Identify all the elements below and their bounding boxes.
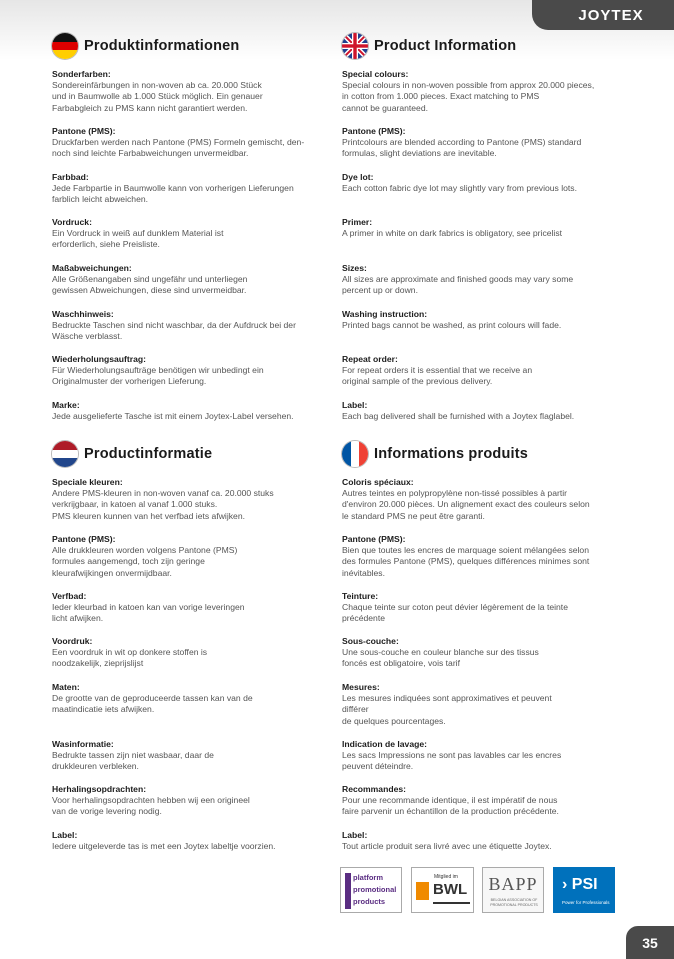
info-item <box>342 830 627 852</box>
info-item <box>52 682 337 716</box>
item-label: Marke: <box>52 400 80 410</box>
info-item <box>342 784 627 818</box>
item-text: Special colours in non-woven possible from approx 20.000 pieces, in cotton from 1.000 pieces. Exact matching to PMS cannot be guaranteed. <box>342 80 595 113</box>
item-label: Special colours: <box>342 69 409 79</box>
item-text: Chaque teinte sur coton peut dévier légèrement de la teinte précédente <box>342 602 568 624</box>
item-text: Tout article produit sera livré avec une étiquette Joytex. <box>342 841 552 852</box>
item-label: Label: <box>342 830 368 840</box>
item-label: Indication de lavage: <box>342 739 428 749</box>
section-header-en <box>342 33 516 59</box>
item-label: Wasinformatie: <box>52 739 114 749</box>
item-text: Iedere uitgeleverde tas is met een Joytex labeltje voorzien. <box>52 841 276 852</box>
item-text: All sizes are approximate and finished goods may vary some percent up or down. <box>342 274 574 296</box>
item-label: Label: <box>52 830 78 840</box>
psi-logo-name-wrap: › PSI <box>562 876 598 893</box>
info-item <box>342 534 627 579</box>
item-text: A primer in white on dark fabrics is obligatory, see pricelist <box>342 228 563 239</box>
item-label: Pantone (PMS): <box>52 126 116 136</box>
info-item <box>52 830 337 852</box>
info-item <box>342 69 627 114</box>
info-item <box>52 172 337 206</box>
section-title-de: Produktinformationen <box>84 38 240 54</box>
psi-logo <box>553 867 615 913</box>
section-title-en: Product Information <box>374 38 517 54</box>
info-item <box>52 400 337 422</box>
bwl-logo-line <box>433 902 470 904</box>
item-text: Bien que toutes les encres de marquage soient mélangées selon des formules Pantone (PMS), quelques différences minimes sont inévitables. <box>342 545 590 578</box>
bapp-logo-caption: BELGIAN ASSOCIATION OF PROMOTIONAL PRODUCTS <box>490 898 538 907</box>
item-text: Printed bags cannot be washed, as print colours will fade. <box>342 320 562 331</box>
info-item <box>342 682 627 727</box>
info-item <box>52 534 337 579</box>
item-text: Jede Farbpartie in Baumwolle kann von vorherigen Lieferungen farblich leicht abweichen. <box>52 183 294 205</box>
item-label: Pantone (PMS): <box>342 534 406 544</box>
info-item <box>342 309 627 331</box>
bwl-logo-small: Mitglied im <box>434 874 458 880</box>
item-label: Waschhinweis: <box>52 309 114 319</box>
info-item <box>52 591 337 625</box>
item-text: Autres teintes en polypropylène non-tissé possibles à partir d'environ 20.000 pièces. Un alignement exact des couleurs selon le standard PMS ne peut être garanti. <box>342 488 590 521</box>
item-label: Mesures: <box>342 682 380 692</box>
item-text: Ein Vordruck in weiß auf dunklem Material ist erforderlich, siehe Preisliste. <box>52 228 224 250</box>
info-item <box>342 263 627 297</box>
item-label: Voordruk: <box>52 636 93 646</box>
item-text: Les sacs Impressions ne sont pas lavables car les encres peuvent déteindre. <box>342 750 562 772</box>
info-item <box>342 739 627 773</box>
item-label: Verfbad: <box>52 591 87 601</box>
item-text: Each cotton fabric dye lot may slightly vary from previous lots. <box>342 183 577 194</box>
info-item <box>52 636 337 670</box>
brand-tab: JOYTEX <box>532 0 674 30</box>
psi-logo-caption: Power for Professionals <box>562 900 610 905</box>
info-item <box>342 172 627 194</box>
item-text: Une sous-couche en couleur blanche sur des tissus foncés est obligatoire, vois tarif <box>342 647 539 669</box>
french-flag-icon <box>342 441 368 467</box>
item-text: Printcolours are blended according to Pantone (PMS) standard formulas, slight deviations are inevitable. <box>342 137 582 159</box>
item-label: Recommandes: <box>342 784 406 794</box>
uk-flag-icon <box>342 33 368 59</box>
item-text: Each bag delivered shall be furnished with a Joytex flaglabel. <box>342 411 575 422</box>
item-label: Washing instruction: <box>342 309 428 319</box>
bapp-logo <box>482 867 544 913</box>
info-item <box>52 739 337 773</box>
section-title-nl: Productinformatie <box>84 446 213 462</box>
ppp-logo-line2: promotional <box>353 885 397 894</box>
item-label: Speciale kleuren: <box>52 477 123 487</box>
info-item <box>52 784 337 818</box>
bwl-logo-mark <box>416 882 429 900</box>
section-header-fr <box>342 441 528 467</box>
item-label: Maßabweichungen: <box>52 263 132 273</box>
info-item <box>52 477 337 522</box>
bwl-logo-name: BWL <box>433 881 468 898</box>
section-header-nl <box>52 441 212 467</box>
info-item <box>342 477 627 522</box>
info-item <box>342 354 627 388</box>
item-label: Vordruck: <box>52 217 92 227</box>
item-label: Sonderfarben: <box>52 69 111 79</box>
item-text: Alle Größenangaben sind ungefähr und unterliegen gewissen Abweichungen, diese sind unvermeidbar. <box>52 274 248 296</box>
info-item <box>342 636 627 670</box>
info-item <box>52 126 337 160</box>
item-label: Pantone (PMS): <box>342 126 406 136</box>
item-label: Repeat order: <box>342 354 398 364</box>
item-label: Label: <box>342 400 368 410</box>
psi-logo-name: PSI <box>571 876 598 893</box>
section-title-fr: Informations produits <box>374 446 529 462</box>
item-text: De grootte van de geproduceerde tassen kan van de maatindicatie iets afwijken. <box>52 693 253 715</box>
item-label: Farbbad: <box>52 172 89 182</box>
info-item <box>52 69 337 114</box>
item-label: Dye lot: <box>342 172 374 182</box>
item-text: Bedruckte Taschen sind nicht waschbar, da der Aufdruck bei der Wäsche verblasst. <box>52 320 296 342</box>
info-item <box>52 354 337 388</box>
item-label: Primer: <box>342 217 373 227</box>
info-item <box>342 217 627 239</box>
info-item <box>52 217 337 251</box>
item-label: Herhalingsopdrachten: <box>52 784 147 794</box>
item-label: Sizes: <box>342 263 367 273</box>
item-text: Für Wiederholungsaufträge benötigen wir unbedingt ein Originalmuster der vorherigen Lieferung. <box>52 365 264 387</box>
ppp-logo-line1: platform <box>353 873 383 882</box>
info-item <box>342 126 627 160</box>
item-text: Pour une recommande identique, il est impératif de nous faire parvenir un échantillon de la production précédente. <box>342 795 559 817</box>
ppp-logo <box>340 867 402 913</box>
item-label: Coloris spéciaux: <box>342 477 414 487</box>
item-text: For repeat orders it is essential that we receive an original sample of the previous delivery. <box>342 365 533 387</box>
bapp-logo-name: BAPP <box>488 874 538 894</box>
info-item <box>52 309 337 343</box>
german-flag-icon <box>52 33 78 59</box>
info-item <box>342 400 627 422</box>
item-text: Alle drukkleuren worden volgens Pantone (PMS) formules aangemengd, toch zijn geringe kleurafwijkingen onvermijdbaar. <box>52 545 238 578</box>
item-text: Sondereinfärbungen in non-woven ab ca. 20.000 Stück und in Baumwolle ab 1.000 Stück möglich. Ein genauer Farbabgleich zu PMS kann nicht garantiert werden. <box>52 80 263 113</box>
info-item <box>342 591 627 625</box>
item-text: Jede ausgelieferte Tasche ist mit einem Joytex-Label versehen. <box>52 411 294 422</box>
dutch-flag-icon <box>52 441 78 467</box>
item-text: Les mesures indiquées sont approximatives et peuvent différer de quelques pourcentages. <box>342 693 552 726</box>
item-label: Pantone (PMS): <box>52 534 116 544</box>
item-text: Bedrukte tassen zijn niet wasbaar, daar de drukkleuren verbleken. <box>52 750 214 772</box>
info-item <box>52 263 337 297</box>
ppp-logo-bar <box>345 873 351 909</box>
item-text: Een voordruk in wit op donkere stoffen is noodzakelijk, zieprijslijst <box>52 647 208 669</box>
item-label: Sous-couche: <box>342 636 399 646</box>
page-number: 35 <box>626 926 674 959</box>
item-label: Teinture: <box>342 591 379 601</box>
ppp-logo-line3: products <box>353 897 386 906</box>
bwl-logo <box>411 867 474 913</box>
item-text: Ieder kleurbad in katoen kan van vorige leveringen licht afwijken. <box>52 602 245 624</box>
item-text: Druckfarben werden nach Pantone (PMS) Formeln gemischt, den- noch sind leichte Farbabweichungen unvermeidbar. <box>52 137 305 159</box>
item-text: Andere PMS-kleuren in non-woven vanaf ca. 20.000 stuks verkrijgbaar, in katoen al vanaf 1.000 stuks. PMS kleuren kunnen van het verfbad iets afwijken. <box>52 488 274 521</box>
item-label: Maten: <box>52 682 80 692</box>
item-label: Wiederholungsauftrag: <box>52 354 146 364</box>
item-text: Voor herhalingsopdrachten hebben wij een origineel van de vorige levering nodig. <box>52 795 250 817</box>
section-header-de <box>52 33 239 59</box>
